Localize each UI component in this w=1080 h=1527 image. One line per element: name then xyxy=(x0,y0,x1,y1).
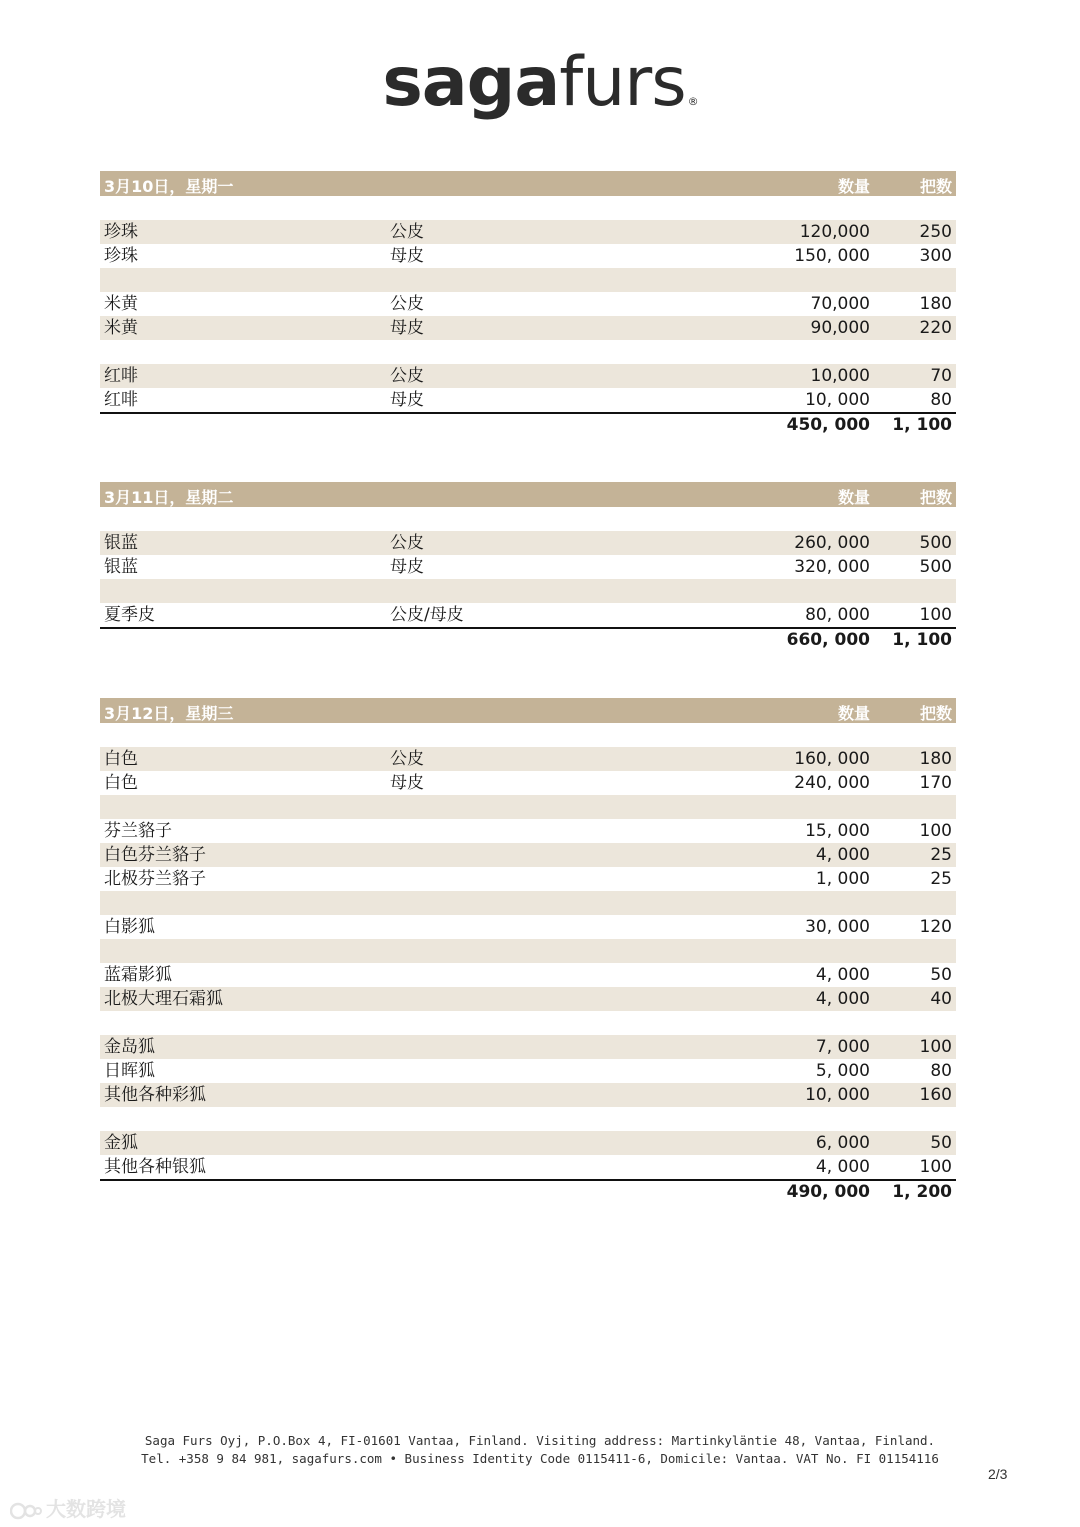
sex: 公皮 xyxy=(390,749,424,769)
table-row xyxy=(100,603,956,627)
fur-type: 北极芬兰貉子 xyxy=(104,869,206,889)
sex: 公皮 xyxy=(390,533,424,553)
lots: 120 xyxy=(919,917,952,937)
table-row xyxy=(100,843,956,867)
table-row xyxy=(100,292,956,316)
total-row xyxy=(100,627,956,653)
sex: 公皮 xyxy=(390,366,424,386)
table-row xyxy=(100,891,956,915)
footer xyxy=(0,1432,1080,1468)
fur-type: 夏季皮 xyxy=(104,605,155,625)
fur-type: 白色 xyxy=(104,749,138,769)
lots: 80 xyxy=(930,1061,952,1081)
lots: 180 xyxy=(919,749,952,769)
sex: 母皮 xyxy=(390,318,424,338)
section-header xyxy=(100,698,956,723)
section-title: 3月11日，星期二 xyxy=(104,488,234,507)
quantity: 260, 000 xyxy=(794,533,870,553)
table-row xyxy=(100,915,956,939)
sagafurs-logo xyxy=(0,38,1080,147)
quantity: 10,000 xyxy=(810,366,870,386)
fur-type: 北极大理石霜狐 xyxy=(104,989,223,1009)
table-row xyxy=(100,987,956,1011)
logo-registered-mark: ® xyxy=(687,95,698,108)
fur-type: 珍珠 xyxy=(104,222,138,242)
table-row xyxy=(100,771,956,795)
table-row xyxy=(100,1059,956,1083)
watermark xyxy=(10,1493,126,1522)
section-title: 3月10日，星期一 xyxy=(104,177,234,196)
header-lots: 把数 xyxy=(919,488,952,507)
header-quantity: 数量 xyxy=(837,488,870,507)
fur-type: 其他各种银狐 xyxy=(104,1157,206,1177)
lots: 50 xyxy=(930,965,952,985)
table-row xyxy=(100,340,956,364)
quantity: 120,000 xyxy=(799,222,870,242)
table-row xyxy=(100,1155,956,1179)
fur-type: 其他各种彩狐 xyxy=(104,1085,206,1105)
fur-type: 米黄 xyxy=(104,318,138,338)
fur-type: 日晖狐 xyxy=(104,1061,155,1081)
watermark-text: 大数跨境 xyxy=(46,1497,126,1521)
table-row xyxy=(100,795,956,819)
fur-type: 白色芬兰貉子 xyxy=(104,845,206,865)
sex: 母皮 xyxy=(390,773,424,793)
table-row xyxy=(100,268,956,292)
total-row xyxy=(100,1179,956,1205)
quantity: 10, 000 xyxy=(805,1085,870,1105)
quantity: 4, 000 xyxy=(815,1157,870,1177)
quantity: 15, 000 xyxy=(805,821,870,841)
total-lots: 1, 100 xyxy=(892,415,952,435)
total-lots: 1, 200 xyxy=(892,1182,952,1202)
fur-type: 红啡 xyxy=(104,390,138,410)
lots: 220 xyxy=(919,318,952,338)
sex: 母皮 xyxy=(390,246,424,266)
watermark-logo-icon xyxy=(10,1500,42,1522)
header-quantity: 数量 xyxy=(837,704,870,723)
quantity: 320, 000 xyxy=(794,557,870,577)
quantity: 90,000 xyxy=(810,318,870,338)
quantity: 70,000 xyxy=(810,294,870,314)
quantity: 80, 000 xyxy=(805,605,870,625)
sex: 母皮 xyxy=(390,390,424,410)
table-row xyxy=(100,963,956,987)
lots: 100 xyxy=(919,1157,952,1177)
total-row xyxy=(100,412,956,438)
fur-type: 珍珠 xyxy=(104,246,138,266)
section-header xyxy=(100,482,956,507)
logo-furs: furs xyxy=(559,43,686,122)
total-quantity: 490, 000 xyxy=(786,1182,870,1202)
sex: 公皮 xyxy=(390,222,424,242)
table-row xyxy=(100,531,956,555)
table-row xyxy=(100,244,956,268)
fur-type: 白影狐 xyxy=(104,917,155,937)
table-row xyxy=(100,1083,956,1107)
table-row xyxy=(100,579,956,603)
lots: 160 xyxy=(919,1085,952,1105)
quantity: 1, 000 xyxy=(815,869,870,889)
page-number: 2/3 xyxy=(988,1466,1008,1482)
table-row xyxy=(100,507,956,531)
fur-type: 米黄 xyxy=(104,294,138,314)
auction-day-section xyxy=(100,482,956,653)
table-row xyxy=(100,1107,956,1131)
footer-address: Saga Furs Oyj, P.O.Box 4, FI-01601 Vantaa, Finland. Visiting address: Martinkyläntie 48, Vantaa, Finland. xyxy=(144,1433,936,1448)
table-row xyxy=(100,819,956,843)
quantity: 4, 000 xyxy=(815,989,870,1009)
lots: 50 xyxy=(930,1133,952,1153)
table-row xyxy=(100,747,956,771)
lots: 250 xyxy=(919,222,952,242)
lots: 70 xyxy=(930,366,952,386)
quantity: 6, 000 xyxy=(815,1133,870,1153)
section-title: 3月12日，星期三 xyxy=(104,704,234,723)
fur-type: 白色 xyxy=(104,773,138,793)
table-row xyxy=(100,867,956,891)
quantity: 30, 000 xyxy=(805,917,870,937)
lots: 100 xyxy=(919,1037,952,1057)
quantity: 5, 000 xyxy=(815,1061,870,1081)
sex: 公皮/母皮 xyxy=(390,605,464,625)
logo-saga: saga xyxy=(382,43,560,122)
table-row xyxy=(100,220,956,244)
table-row xyxy=(100,1131,956,1155)
quantity: 4, 000 xyxy=(815,965,870,985)
lots: 300 xyxy=(919,246,952,266)
section-header xyxy=(100,171,956,196)
fur-type: 金岛狐 xyxy=(104,1037,155,1057)
table-row xyxy=(100,388,956,412)
table-row xyxy=(100,316,956,340)
quantity: 4, 000 xyxy=(815,845,870,865)
quantity: 240, 000 xyxy=(794,773,870,793)
lots: 25 xyxy=(930,845,952,865)
quantity: 150, 000 xyxy=(794,246,870,266)
fur-type: 红啡 xyxy=(104,366,138,386)
table-row xyxy=(100,555,956,579)
header-quantity: 数量 xyxy=(837,177,870,196)
auction-day-section xyxy=(100,171,956,438)
table-row xyxy=(100,723,956,747)
fur-type: 银蓝 xyxy=(104,533,138,553)
total-quantity: 660, 000 xyxy=(786,630,870,650)
lots: 80 xyxy=(930,390,952,410)
lots: 500 xyxy=(919,557,952,577)
lots: 40 xyxy=(930,989,952,1009)
quantity: 160, 000 xyxy=(794,749,870,769)
fur-type: 金狐 xyxy=(104,1133,138,1153)
total-lots: 1, 100 xyxy=(892,630,952,650)
footer-contact: Tel. +358 9 84 981, sagafurs.com • Business Identity Code 0115411-6, Domicile: Vantaa. VAT No. FI 01154116 xyxy=(141,1451,939,1466)
quantity: 10, 000 xyxy=(805,390,870,410)
lots: 500 xyxy=(919,533,952,553)
fur-type: 银蓝 xyxy=(104,557,138,577)
table-row xyxy=(100,196,956,220)
table-row xyxy=(100,1035,956,1059)
lots: 100 xyxy=(919,821,952,841)
sex: 公皮 xyxy=(390,294,424,314)
lots: 25 xyxy=(930,869,952,889)
quantity: 7, 000 xyxy=(815,1037,870,1057)
total-quantity: 450, 000 xyxy=(786,415,870,435)
auction-day-section xyxy=(100,698,956,1205)
header-lots: 把数 xyxy=(919,177,952,196)
table-row xyxy=(100,939,956,963)
lots: 180 xyxy=(919,294,952,314)
table-row xyxy=(100,364,956,388)
lots: 100 xyxy=(919,605,952,625)
lots: 170 xyxy=(919,773,952,793)
sex: 母皮 xyxy=(390,557,424,577)
table-row xyxy=(100,1011,956,1035)
header-lots: 把数 xyxy=(919,704,952,723)
fur-type: 蓝霜影狐 xyxy=(104,965,172,985)
fur-type: 芬兰貉子 xyxy=(104,821,172,841)
